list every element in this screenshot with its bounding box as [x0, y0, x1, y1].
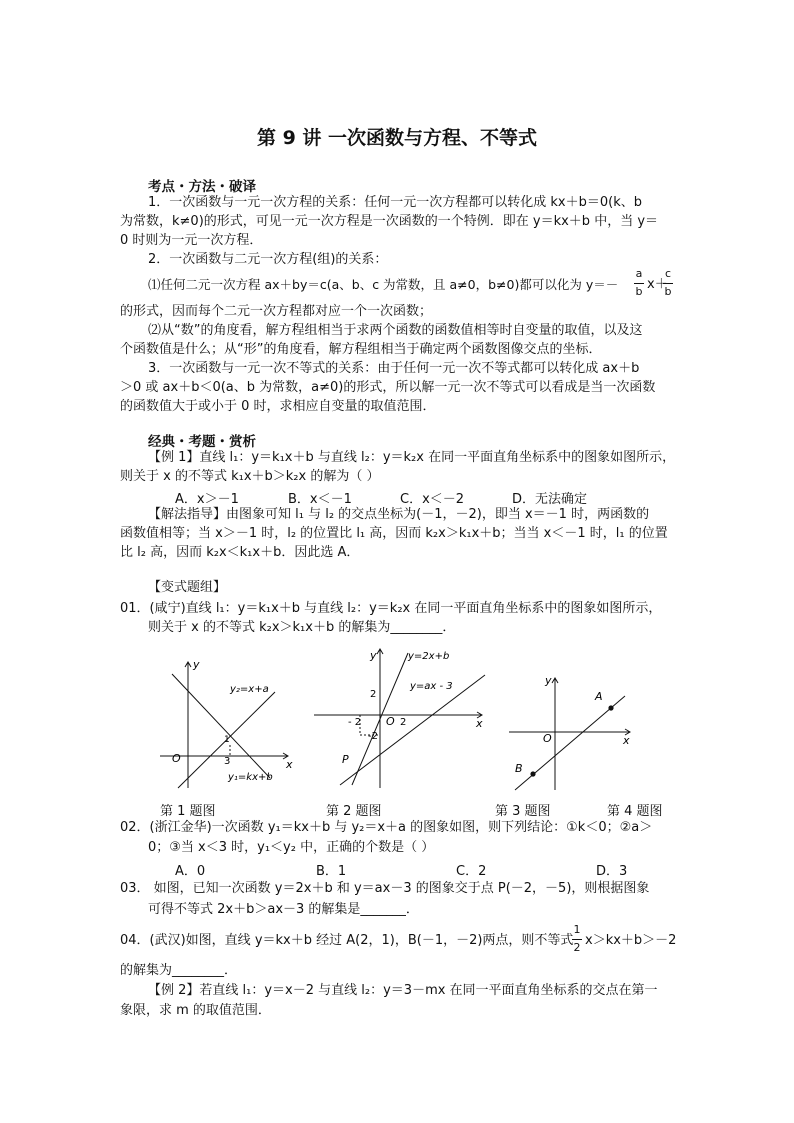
option-a: A．0: [175, 864, 206, 879]
origin-label: O: [386, 715, 395, 728]
fraction-numerator: c: [664, 267, 672, 280]
x-label: x: [476, 717, 483, 730]
text-line: 函数值相等；当 x＞－1 时，l₂ 的位置比 l₁ 高，因而 k₂x＞k₁x＋b；当当 x＜－1 时，l₁ 的位置: [120, 526, 668, 541]
y-label: y: [545, 674, 552, 687]
tick-3: 3: [224, 756, 231, 767]
tick-2: 2: [370, 689, 377, 700]
point-p-label: P: [342, 753, 349, 766]
text-line: 02．(浙江金华)一次函数 y₁＝kx＋b 与 y₂＝x＋a 的图象如图，则下列结论：①k＜0；②a＞: [120, 820, 653, 835]
text-line: 0 时则为一元一次方程．: [120, 233, 263, 248]
text-line: 比 l₂ 高，因而 k₂x＜k₁x＋b．因此选 A．: [120, 545, 360, 560]
origin-label: O: [172, 752, 181, 765]
text-line: 3．一次函数与一元一次不等式的关系：由于任何一元一次不等式都可以转化成 ax＋b: [148, 361, 640, 376]
tick-neg2-y: -2: [368, 731, 378, 742]
text-line: 【解法指导】由图象可知 l₁ 与 l₂ 的交点坐标为(－1，－2)，即当 x＝－1 时，两函数的: [148, 507, 650, 522]
text-line: 的形式，因而每个二元一次方程都对应一个一次函数；: [120, 304, 433, 319]
text-line: 为常数，k≠0)的形式，可见一元一次方程是一次函数的一个特例．即在 y＝kx＋b 中，当 y＝: [120, 214, 659, 229]
option-d: D．3: [596, 864, 628, 879]
origin-label: O: [543, 732, 552, 745]
tick-neg2-x: - 2: [348, 717, 362, 728]
fraction-bar: [663, 283, 673, 284]
text-line: ⑵从“数”的角度看，解方程组相当于求两个函数的函数值相等时自变量的取值，以及这: [148, 323, 643, 338]
option-a: A．x＞－1: [175, 492, 239, 507]
text-line: 个函数值是什么；从“形”的角度看，解方程组相当于确定两个函数图像交点的坐标．: [120, 342, 602, 357]
text-fragment: x＋: [647, 277, 668, 292]
text-line: 1．一次函数与一元一次方程的关系：任何一元一次方程都可以转化成 kx＋b＝0(k、b: [148, 195, 643, 210]
tick-1: 1: [224, 735, 230, 745]
line-label-y2: y₂=x+a: [230, 684, 269, 695]
text-line: 则关于 x 的不等式 k₂x＞k₁x＋b 的解集为________．: [148, 620, 456, 635]
y-label: y: [370, 649, 377, 662]
text-fragment: x＞kx＋b＞－2: [585, 933, 677, 948]
text-line: 的解集为________．: [120, 963, 238, 978]
fraction-denominator: 2: [573, 941, 581, 954]
line-label-ax: y=ax - 3: [410, 681, 453, 692]
text-line: 03． 如图，已知一次函数 y＝2x＋b 和 y＝ax－3 的图象交于点 P(－2，－5)，则根据图象: [120, 881, 650, 896]
point-a: [608, 705, 613, 710]
figure-2: [310, 645, 490, 790]
text-line: 0；③当 x＜3 时，y₁＜y₂ 中，正确的个数是（ ）: [148, 840, 435, 855]
line-label-2x: y=2x+b: [408, 651, 450, 662]
text-line: 则关于 x 的不等式 k₁x＋b＞k₂x 的解为（ ）: [120, 469, 380, 484]
text-line: 2．一次函数与二元一次方程(组)的关系：: [148, 252, 388, 267]
text-line: ⑴任何二元一次方程 ax＋by＝c(a、b、c 为常数，且 a≠0，b≠0)都可以化为 y＝－: [148, 277, 619, 292]
caption-fig-2: 第 2 题图: [326, 804, 382, 819]
text-line: 的函数值大于或小于 0 时，求相应自变量的取值范围．: [120, 399, 436, 414]
figure-3: [505, 668, 645, 792]
point-b-label: B: [515, 762, 523, 775]
text-line: 象限，求 m 的取值范围．: [120, 1003, 271, 1018]
caption-fig-4: 第 4 题图: [607, 804, 663, 819]
section-heading-classic-problems: 经典・考题・赏析: [148, 434, 256, 450]
caption-fig-1: 第 1 题图: [160, 804, 216, 819]
line-label-y1: y₁=kx+b: [228, 772, 273, 783]
tick-2-x: 2: [400, 717, 407, 728]
fraction-denominator: b: [635, 285, 643, 298]
fraction-bar: [572, 939, 582, 940]
caption-fig-3: 第 3 题图: [495, 804, 551, 819]
point-a-label: A: [595, 690, 603, 703]
y-label: y: [193, 658, 200, 671]
section-heading-key-points: 考点・方法・破译: [148, 179, 256, 195]
text-line: 01．(咸宁)直线 l₁：y＝k₁x＋b 与直线 l₂：y＝k₂x 在同一平面直角坐标系中的图象如图所示，: [120, 601, 662, 616]
option-b: B．1: [316, 864, 347, 879]
option-c: C．x＜－2: [400, 492, 465, 507]
option-d: D．无法确定: [512, 492, 588, 507]
variant-heading: 【变式题组】: [148, 580, 227, 595]
fraction-numerator: a: [635, 267, 643, 280]
text-line: 【例 1】直线 l₁：y＝k₁x＋b 与直线 l₂：y＝k₂x 在同一平面直角坐标系中的图象如图所示，: [148, 450, 676, 465]
point-b: [530, 771, 535, 776]
text-line: 【例 2】若直线 l₁：y＝x－2 与直线 l₂：y＝3－mx 在同一平面直角坐标系的交点在第一: [148, 983, 658, 998]
option-c: C．2: [456, 864, 487, 879]
page-title: 第 9 讲 一次函数与方程、不等式: [256, 127, 538, 149]
fraction-denominator: b: [664, 285, 672, 298]
text-line: 04．(武汉)如图，直线 y＝kx＋b 经过 A(2，1)，B(－1，－2)两点，则不等式: [120, 933, 574, 948]
figure-1: [150, 652, 300, 790]
x-label: x: [623, 734, 630, 747]
fraction-bar: [634, 283, 644, 284]
fraction-numerator: 1: [573, 923, 581, 936]
x-label: x: [286, 758, 293, 771]
text-line: ＞0 或 ax＋b＜0(a、b 为常数，a≠0)的形式，所以解一元一次不等式可以看成是当一次函数: [120, 380, 656, 395]
option-b: B．x＜－1: [288, 492, 352, 507]
text-line: 可得不等式 2x＋b＞ax－3 的解集是_______．: [148, 902, 419, 917]
